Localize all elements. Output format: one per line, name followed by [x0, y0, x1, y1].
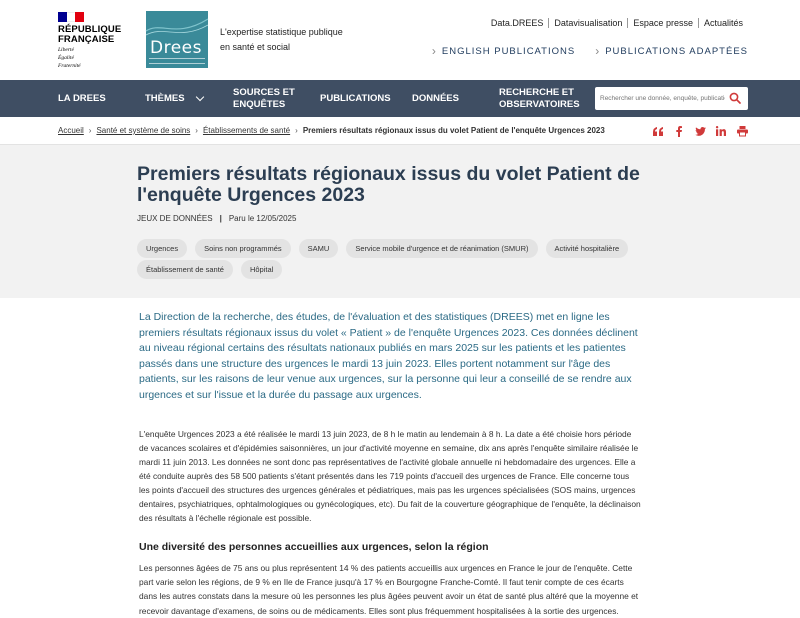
content-type-label[interactable]: JEUX DE DONNÉES	[137, 214, 213, 223]
tag-soins-non-programmes[interactable]: Soins non programmés	[195, 239, 291, 258]
motto-egalite: Égalité	[58, 55, 74, 61]
nav-donnees[interactable]	[412, 80, 459, 117]
nav-sources-enquetes[interactable]	[233, 80, 295, 117]
republique-line1: RÉPUBLIQUE	[58, 24, 122, 35]
nav-recherche-observatoires[interactable]	[499, 80, 580, 117]
link-english-publications[interactable]	[432, 44, 575, 58]
chevron-right-icon: ›	[595, 44, 600, 58]
link-actualites[interactable]: Actualités	[698, 18, 748, 28]
link-publications-adaptees[interactable]	[595, 44, 748, 58]
page-meta	[137, 214, 296, 223]
french-flag-icon	[58, 12, 84, 22]
republique-francaise-logo[interactable]	[58, 12, 138, 68]
tag-activite-hospitaliere[interactable]: Activité hospitalière	[546, 239, 629, 258]
nav-themes[interactable]	[145, 80, 203, 117]
nav-recherche-line2: OBSERVATOIRES	[499, 98, 580, 110]
meta-separator: |	[219, 214, 222, 223]
page-title: Premiers résultats régionaux issus du volet Patient de l'enquête Urgences 2023	[137, 163, 640, 206]
publication-date: Paru le 12/05/2025	[228, 214, 297, 223]
tag-hopital[interactable]: Hôpital	[241, 260, 282, 279]
breadcrumb-bar	[0, 117, 800, 145]
nav-themes-label: THÈMES	[145, 92, 185, 104]
link-datavisualisation[interactable]: Datavisualisation	[548, 18, 627, 28]
site-tagline	[220, 25, 370, 55]
search-input[interactable]	[600, 91, 725, 106]
tagline-line1: L'expertise statistique publique	[220, 27, 343, 37]
print-icon[interactable]	[736, 125, 748, 137]
nav-sources-line2: ENQUÊTES	[233, 98, 286, 110]
tag-samu[interactable]: SAMU	[299, 239, 339, 258]
share-toolbar	[643, 125, 748, 137]
nav-sources-line1: SOURCES ET	[233, 86, 295, 98]
search-icon[interactable]	[729, 92, 741, 104]
chevron-right-icon: ›	[295, 126, 298, 135]
drees-logo-text: Drees	[150, 38, 202, 58]
link-data-drees[interactable]: Data.DREES	[490, 18, 544, 28]
breadcrumb	[58, 126, 605, 135]
body-paragraph-2: Les personnes âgées de 75 ans ou plus représentent 14 % des patients accueillis aux urgences en France le jour de l'enquête. Cette part varie selon les régions, de 9 % en Ile de France jusqu'à 17 % en Bourgogne Franche-Comté. Il faut tenir compte de ces écarts dans les autres constats dans la mesure où les personnes les plus âgées peuvent avoir un état de santé plus altéré que la moyenne et recevoir davantage d'examens, de soins ou de médicaments. Elles sont plus fréquemment hospitalisées à la sortie des urgences.	[139, 563, 639, 616]
tag-etablissement-sante[interactable]: Établissement de santé	[137, 260, 233, 279]
linkedin-icon[interactable]	[715, 125, 727, 137]
section-heading: Une diversité des personnes accueillies aux urgences, selon la région	[139, 541, 489, 554]
motto-liberte: Liberté	[58, 47, 74, 53]
tag-urgences[interactable]: Urgences	[137, 239, 187, 258]
nav-recherche-line1: RECHERCHE ET	[499, 86, 574, 98]
nav-publications[interactable]	[320, 80, 391, 117]
republique-line2: FRANÇAISE	[58, 34, 115, 45]
breadcrumb-sante-systeme-soins[interactable]: Santé et système de soins	[96, 126, 191, 135]
drees-logo[interactable]	[146, 11, 208, 68]
publications-adaptees-label: PUBLICATIONS ADAPTÉES	[605, 45, 748, 57]
nav-donnees-label: DONNÉES	[412, 92, 459, 104]
tag-smur[interactable]: Service mobile d'urgence et de réanimation (SMUR)	[346, 239, 537, 258]
article-body	[139, 310, 641, 618]
twitter-icon[interactable]	[694, 125, 706, 137]
quote-icon[interactable]	[652, 125, 664, 137]
page-header	[0, 145, 800, 298]
publication-links	[412, 44, 748, 58]
breadcrumb-etablissements-sante[interactable]: Établissements de santé	[202, 126, 291, 135]
top-links	[486, 18, 748, 28]
tag-list	[137, 239, 657, 281]
motto-fraternite: Fraternité	[58, 63, 81, 69]
link-espace-presse[interactable]: Espace presse	[627, 18, 698, 28]
search-box	[595, 87, 748, 110]
drees-logo-subline	[149, 58, 205, 64]
nav-publications-label: PUBLICATIONS	[320, 92, 391, 104]
site-header	[0, 0, 800, 80]
chevron-down-icon	[195, 92, 203, 100]
body-paragraph-1: L'enquête Urgences 2023 a été réalisée le mardi 13 juin 2023, de 8 h le matin au lendemain à 8 h. La date a été choisie hors période de vacances scolaires et d'épidémies saisonnières, un jour d'activité moyenne en semaine, dix ans après l'enquête similaire réalisée le mardi 11 juin 2013. Les données ne sont donc pas représentatives de l'activité globale annuelle ni hebdomadaire des urgences. Elle a été conduite auprès des 58 500 patients s'étant présentés dans les 719 points d'accueil des urgences de France. Elle concerne tous les points d'accueil des structures des urgences générales et pédiatriques, mais pas les urgences spécialisées (SOS mains, urgences dentaires, psychiatriques, ophtalmologiques ou gynécologiques, etc). Du fait de la couverture géographique de l'enquête, la déclinaison des résultats à l'échelle régionale est possible.	[139, 428, 641, 524]
chevron-right-icon: ›	[431, 44, 436, 58]
breadcrumb-current: Premiers résultats régionaux issus du volet Patient de l'enquête Urgences 2023	[302, 126, 605, 135]
tagline-line2: en santé et social	[220, 42, 291, 52]
chevron-right-icon: ›	[195, 126, 198, 135]
english-publications-label: ENGLISH PUBLICATIONS	[441, 45, 576, 57]
nav-la-drees-label: LA DREES	[58, 92, 106, 104]
breadcrumb-accueil[interactable]: Accueil	[58, 126, 84, 135]
chevron-right-icon: ›	[88, 126, 92, 135]
main-nav	[0, 80, 800, 117]
nav-la-drees[interactable]	[58, 80, 106, 117]
lead-paragraph: La Direction de la recherche, des études, de l'évaluation et des statistiques (DREES) met en ligne les premiers résultats régionaux issus du volet « Patient » de l'enquête Urgences 2023. Ces données déclinent au niveau régional certains des résultats nationaux publiés en mars 2025 sur les patients et les patientes passés dans une structure des urgences le mardi 13 juin 2023. Elles portent notamment sur l'âge des patients, sur les raisons de leur venue aux urgences, sur la personne qui leur a conseillé de se rendre aux urgences et sur l'issue et la durée du passage aux urgences.	[139, 311, 638, 401]
facebook-icon[interactable]	[673, 125, 685, 137]
